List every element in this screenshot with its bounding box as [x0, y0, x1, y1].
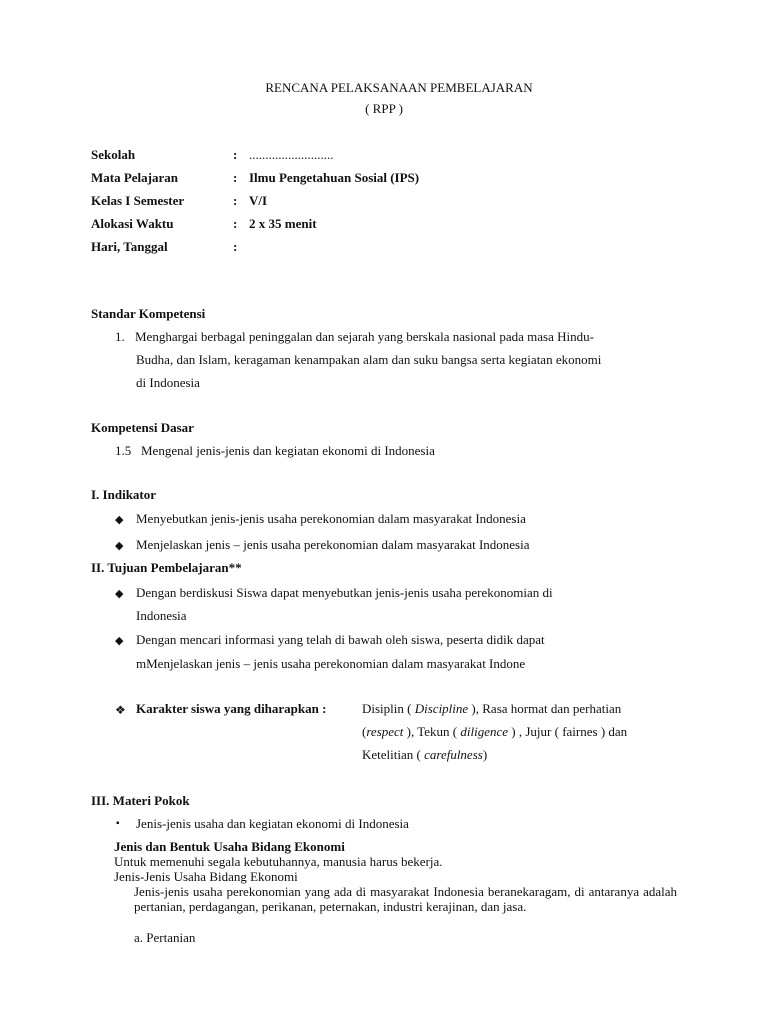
four-diamond-bullet-icon: ❖ — [115, 703, 126, 717]
karakter-label: Karakter siswa yang diharapkan : — [136, 701, 327, 716]
standar-number: 1. — [115, 329, 125, 344]
standar-line: Menghargai berbagal peninggalan dan sejarah yang berskala nasional pada masa Hindu- — [135, 329, 594, 344]
tujuan-item-line: mMenjelaskan jenis – jenis usaha perekonomian dalam masyarakat Indone — [136, 656, 526, 671]
materi-paragraph: Jenis-jenis usaha perekonomian yang ada di masyarakat Indonesia beranekaragam, di antaranya adalah pertanian, perdagangan, perikanan, peternakan, industri kerajinan, dan jasa. — [134, 884, 677, 914]
materi-sub-item: a. Pertanian — [134, 930, 196, 945]
info-colon: : — [233, 216, 238, 231]
karakter-text-line: Disiplin ( Discipline ), Rasa hormat dan perhatian — [362, 701, 622, 716]
info-colon: : — [233, 147, 238, 162]
section-heading-standar-kompetensi: Standar Kompetensi — [91, 306, 206, 321]
indikator-item: Menyebutkan jenis-jenis usaha perekonomian dalam masyarakat Indonesia — [136, 511, 526, 526]
karakter-text-line: (respect ), Tekun ( diligence ) , Jujur ( fairnes ) dan — [362, 724, 628, 739]
diamond-bullet-icon: ◆ — [115, 635, 124, 647]
info-value-sekolah: .......................... — [249, 147, 334, 162]
materi-subheading: Jenis dan Bentuk Usaha Bidang Ekonomi — [114, 839, 345, 854]
diamond-bullet-icon: ◆ — [115, 588, 124, 600]
materi-item: Jenis-jenis usaha dan kegiatan ekonomi di Indonesia — [136, 816, 409, 831]
info-colon: : — [233, 239, 238, 254]
indikator-item: Menjelaskan jenis – jenis usaha perekonomian dalam masyarakat Indonesia — [136, 537, 530, 552]
kompetensi-text: Mengenal jenis-jenis dan kegiatan ekonomi di Indonesia — [141, 443, 435, 458]
info-label-hari-tanggal: Hari, Tanggal — [91, 239, 168, 254]
standar-line: Budha, dan Islam, keragaman kenampakan alam dan suku bangsa serta kegiatan ekonomi — [136, 352, 602, 367]
square-bullet-icon: ▪ — [116, 818, 120, 829]
kompetensi-number: 1.5 — [115, 443, 132, 458]
section-heading-indikator: I. Indikator — [91, 487, 157, 502]
materi-line: Jenis-Jenis Usaha Bidang Ekonomi — [114, 869, 298, 884]
info-label-sekolah: Sekolah — [91, 147, 136, 162]
info-label-alokasi-waktu: Alokasi Waktu — [91, 216, 174, 231]
info-value-kelas-semester: V/I — [249, 193, 268, 208]
section-heading-materi-pokok: III. Materi Pokok — [91, 793, 190, 808]
diamond-bullet-icon: ◆ — [115, 540, 124, 552]
tujuan-item-line: Indonesia — [136, 608, 187, 623]
info-value-alokasi-waktu: 2 x 35 menit — [249, 216, 317, 231]
info-colon: : — [233, 170, 238, 185]
info-value-mata-pelajaran: Ilmu Pengetahuan Sosial (IPS) — [249, 170, 420, 185]
materi-line: Untuk memenuhi segala kebutuhannya, manusia harus bekerja. — [114, 854, 443, 869]
karakter-text-line: Ketelitian ( carefulness) — [362, 747, 488, 762]
section-heading-tujuan-pembelajaran: II. Tujuan Pembelajaran** — [91, 560, 242, 575]
tujuan-item-line: Dengan mencari informasi yang telah di bawah oleh siswa, peserta didik dapat — [136, 632, 545, 647]
document-subtitle: ( RPP ) — [365, 101, 403, 116]
section-heading-kompetensi-dasar: Kompetensi Dasar — [91, 420, 194, 435]
info-label-mata-pelajaran: Mata Pelajaran — [91, 170, 179, 185]
standar-line: di Indonesia — [136, 375, 200, 390]
info-label-kelas-semester: Kelas I Semester — [91, 193, 185, 208]
info-colon: : — [233, 193, 238, 208]
tujuan-item-line: Dengan berdiskusi Siswa dapat menyebutkan jenis-jenis usaha perekonomian di — [136, 585, 553, 600]
diamond-bullet-icon: ◆ — [115, 514, 124, 526]
document-title: RENCANA PELAKSANAAN PEMBELAJARAN — [265, 80, 533, 95]
